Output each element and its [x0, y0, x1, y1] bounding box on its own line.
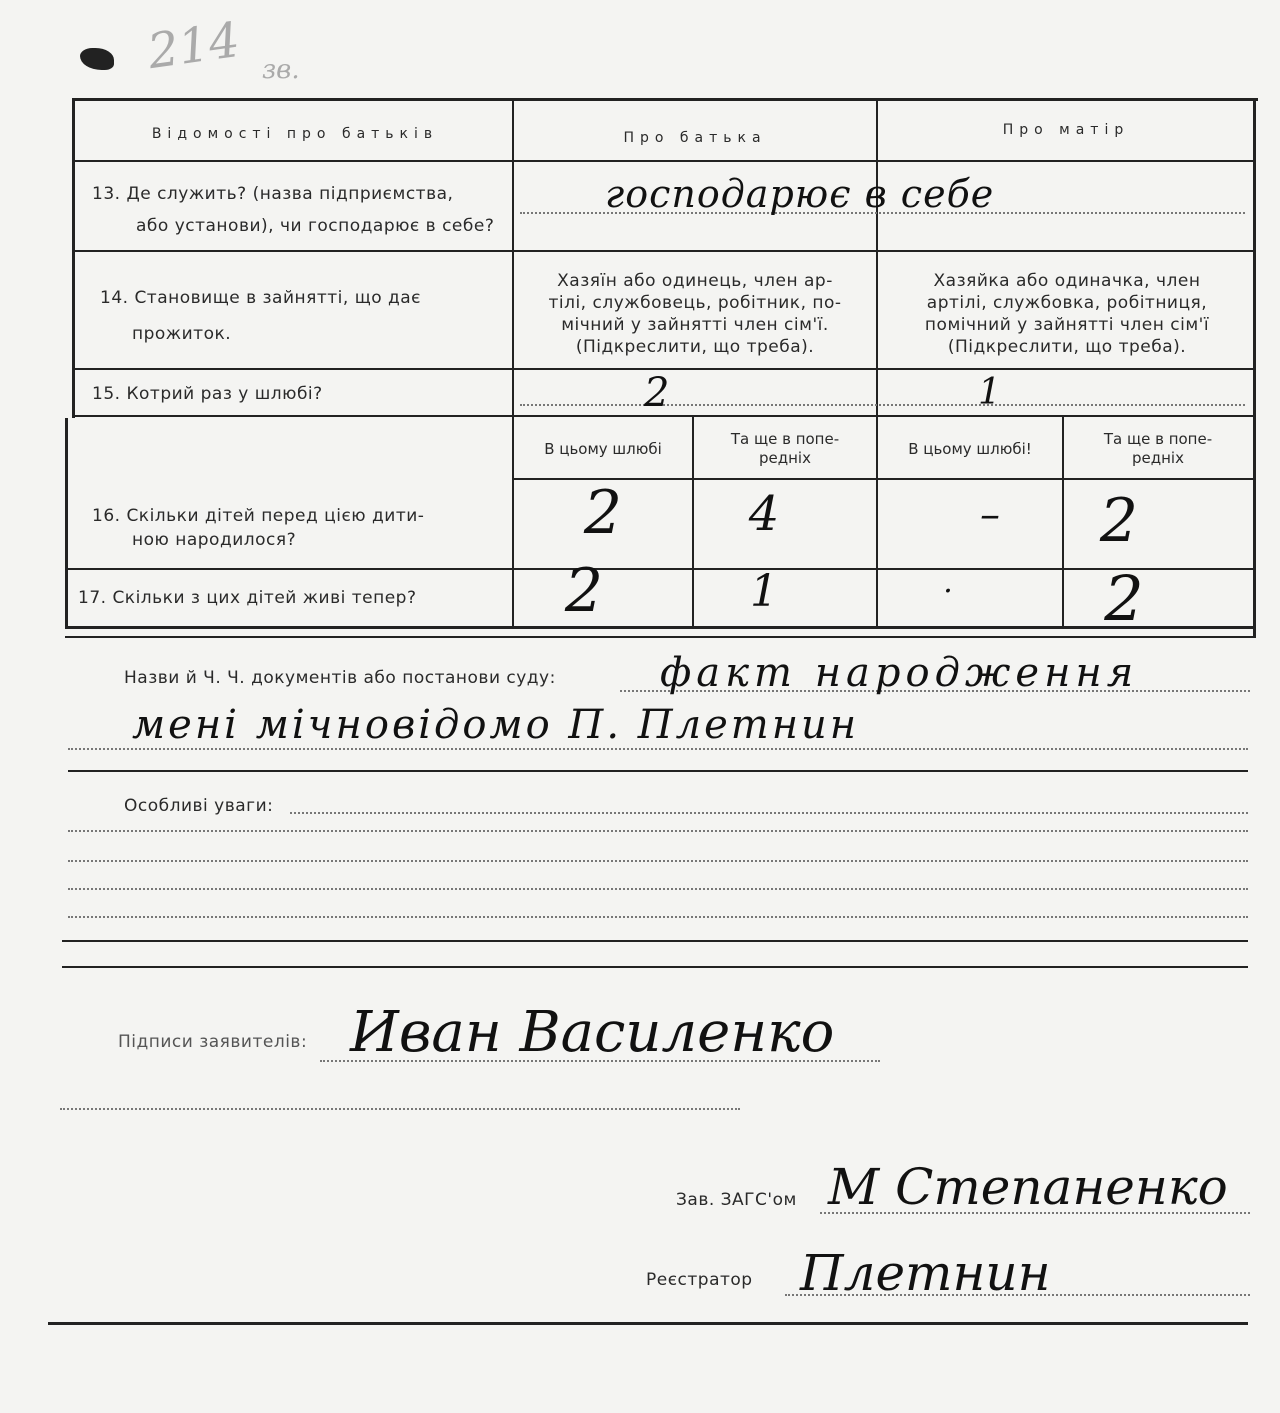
mother-option-line: помічний у зайнятті член сім'ї: [924, 315, 1210, 335]
header-parents-info: Відомості про батьків: [151, 126, 439, 142]
q16-mother-this: –: [980, 492, 1000, 538]
father-option-line: (Підкреслити, що треба).: [575, 337, 815, 357]
q17-father-this: 2: [564, 556, 604, 626]
subheader-mother-previous: [1064, 430, 1252, 468]
corner-mark: [80, 48, 114, 70]
subheader-line: Та ще в попе-: [730, 430, 840, 448]
q14-line1: 14. Становище в зайнятті, що дає: [100, 288, 422, 308]
mother-option-line: (Підкреслити, що треба).: [947, 337, 1187, 357]
q17-mother-previous: 2: [1104, 562, 1144, 635]
subheader-line: редніх: [1132, 449, 1184, 467]
header-mother: Про матір: [1002, 122, 1130, 138]
documents-handwritten-line1: факт народження: [660, 650, 1139, 696]
mother-option-line: Хазяйка або одиначка, член: [933, 271, 1201, 291]
q13-line1: 13. Де служить? (назва підприємства,: [92, 184, 454, 204]
documents-label: Назви й Ч. Ч. документів або постанови суду:: [124, 668, 556, 688]
zags-head-signature: М Степаненко: [828, 1158, 1228, 1216]
q17-line1: 17. Скільки з цих дітей живі тепер?: [78, 588, 417, 608]
subheader-father-this-marriage: В цьому шлюбі: [544, 440, 662, 458]
mother-option-line: артілі, службовка, робітниця,: [926, 293, 1208, 313]
q16-father-previous: 4: [748, 486, 780, 542]
registrar-signature: Плетнин: [800, 1244, 1051, 1302]
q13-line2: або установи), чи господарює в себе?: [136, 216, 495, 236]
special-notes-label: Особливі уваги:: [124, 796, 274, 816]
q16-line1: 16. Скільки дітей перед цією дити-: [92, 506, 425, 526]
documents-handwritten-line2: мені мічновідомо П. Плетнин: [132, 702, 860, 748]
header-father: Про батька: [623, 130, 767, 146]
subheader-line: редніх: [759, 449, 811, 467]
q17-mother-this: ·: [943, 574, 953, 609]
father-option-line: Хазяїн або одинець, член ар-: [557, 271, 833, 291]
q15-father-answer: 2: [644, 370, 670, 416]
zags-head-label: Зав. ЗАГС'ом: [676, 1190, 797, 1210]
q15-line1: 15. Котрий раз у шлюбі?: [92, 384, 323, 404]
subheader-father-previous: [694, 430, 876, 468]
q16-mother-previous: 2: [1099, 486, 1139, 556]
subheader-line: Та ще в попе-: [1103, 430, 1213, 448]
q14-mother-options: [884, 270, 1250, 358]
applicant-signature: Иван Василенко: [350, 1000, 835, 1065]
archive-number: 214: [144, 11, 244, 81]
q15-mother-answer: 1: [978, 372, 1001, 413]
q14-line2: прожиток.: [132, 324, 232, 344]
q13-father-answer: господарює в себе: [605, 172, 995, 216]
q16-line2: ною народилося?: [132, 530, 297, 550]
applicant-signature-label: Підписи заявителів:: [118, 1032, 308, 1052]
q14-father-options: [520, 270, 870, 358]
subheader-mother-this-marriage: В цьому шлюбі!: [908, 440, 1032, 458]
q16-father-this: 2: [583, 478, 623, 548]
archive-sheet-mark: зв.: [262, 55, 300, 85]
father-option-line: тілі, службовець, робітник, по-: [548, 293, 842, 313]
q17-father-previous: 1: [750, 566, 778, 617]
father-option-line: мічний у зайнятті член сім'ї.: [561, 315, 829, 335]
registrar-label: Реєстратор: [646, 1270, 753, 1290]
